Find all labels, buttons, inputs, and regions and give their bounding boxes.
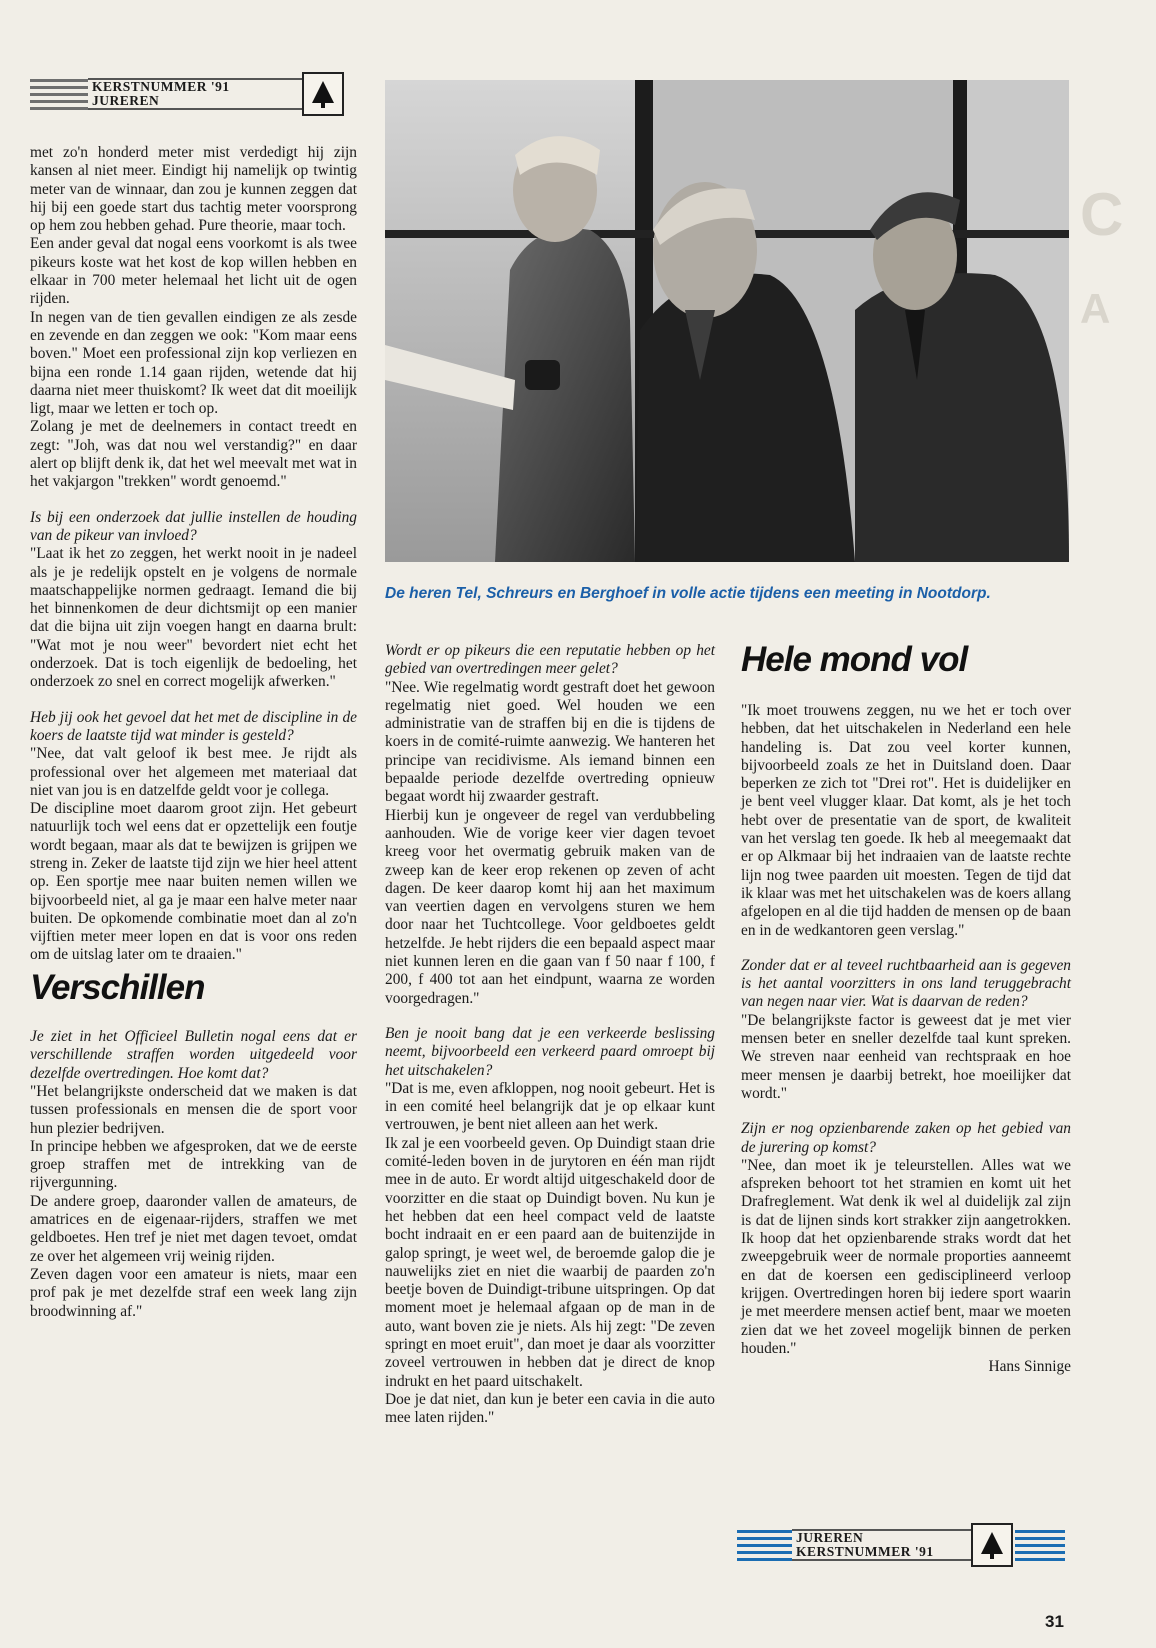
photo-jurors-at-window (385, 80, 1069, 562)
footer-line-1: JUREREN (796, 1530, 864, 1545)
body-paragraph: "Ik moet trouwens zeggen, nu we het er toch over hebben, dat het uitschakelen in Nederland een hele handeling is. Dat zou veel korter kunnen, bijvoorbeeld zoals ze het in Duitsland doen. Daar beperken ze zich tot "Drei rot". Het is duidelijker en je bent veel vlugger klaar. Dat komt, als je het toch hebt over de presentatie van de sport, de kwaliteit van het verslag ten goede. Ik heb al meegemaakt dat er op Alkmaar bij het indraaien van de laatste rechte lijn nog twee paarden uit moesten. Tegen de tijd dat ik klaar was met het uitschakelen was de koers allang afgelopen en al die tijd hadden de mensen op de baan en in de wedkantoren geen verslag." (741, 702, 1071, 939)
footer-stripes (737, 1530, 792, 1561)
subheading-hele-mond-vol: Hele mond vol (741, 640, 968, 679)
interview-question: Je ziet in het Officieel Bulletin nogal eens dat er verschillende straffen worden uitgedeeld voor dezelfde overtredingen. Hoe komt dat? (30, 1028, 357, 1082)
bleed-through-decoration: C (1080, 181, 1124, 248)
body-paragraph: De andere groep, daaronder vallen de amateurs, de amatrices en de eigenaar-rijders, straffen we met geldboetes. Hen tref je niet met dagen tevoet, omdat ze over het algemeen vrij weinig rijden. (30, 1192, 357, 1265)
body-paragraph: De discipline moet daarom groot zijn. Het gebeurt natuurlijk toch wel eens dat er opzettelijk een foutje wordt begaan, maar als dat te bewijzen is grijpen we streng in. Zeker de laatste tijd zijn we hier heel attent op. Een sportje mee naar buiten nemen willen we bijvoorbeeld niet, al ga je maar een halve meter naar buiten. De opkomende combinatie moet dan al zo'n vijftien meter meer lopen en dat is voor ons reden om de uitslag later om te draaien." (30, 800, 357, 964)
body-paragraph: Doe je dat niet, dan kun je beter een cavia in die auto mee laten rijden." (385, 1390, 715, 1427)
interview-question: Wordt er op pikeurs die een reputatie hebben op het gebied van overtredingen meer gelet? (385, 642, 715, 678)
author-signature: Hans Sinnige (988, 1358, 1071, 1376)
body-paragraph: "Nee. Wie regelmatig wordt gestraft doet het gewoon regelmatig niet goed. Wel houden we een administratie van de straffen bij en die is tijdens de koers in de comité-ruimte aanwezig. We hanteren het principe van recidivisme. Als iemand binnen een bepaalde periode dezelfde overtreding opnieuw begaat wordt hij zwaarder gestraft. (385, 678, 715, 806)
header-stripes (30, 79, 88, 110)
header-line-2: JUREREN (92, 93, 160, 108)
header-line-1: KERSTNUMMER '91 (92, 79, 230, 94)
interview-question: Heb jij ook het gevoel dat het met de discipline in de koers de laatste tijd wat minder is gesteld? (30, 708, 357, 744)
interview-question: Is bij een onderzoek dat jullie instellen de houding van de pikeur van invloed? (30, 508, 357, 544)
interview-question: Zonder dat er al teveel ruchtbaarheid aan is gegeven is het aantal voorzitters in ons land teruggebracht van negen naar vier. Wat is daarvan de reden? (741, 956, 1071, 1011)
body-paragraph: "Nee, dat valt geloof ik best mee. Je rijdt als professional over het algemeen met materiaal dat niet van jou is en datzelfde geldt voor je collega. (30, 745, 357, 799)
body-paragraph: Ik zal je een voorbeeld geven. Op Duindigt staan drie comité-leden boven in de jurytoren en één man rijdt mee in de auto. Er wordt altijd uitgeschakeld door de voorzitter en die staat op Duindigt boven. Nu kun je het hebben dat een heel compact veld de laatste bocht indraait en er een paard aan de buitenzijde in galop springt, je weet wel, de beroemde galop die je nauwelijks ziet en niet die waarbij de paarden zo'n beetje boven de Duindigt-tribune uitspringen. Op dat moment moet je helemaal afgaan op de man in de auto, want boven zie je niets. Als hij zegt: "De zeven springt en moet eruit", dan moet je daar als voorzitter zoveel vertrouwen in hebben dat je direct de knop indrukt en het paard uitschakelt. (385, 1134, 715, 1390)
paragraph-gap (30, 692, 357, 709)
body-paragraph: Zolang je met de deelnemers in contact treedt en zegt: "Joh, was dat nou wel verstandig?" en daar alert op blijft denk ik, dat het wel meevalt met wat in het vakjargon "trekken" wordt genoemd." (30, 418, 357, 491)
paragraph-gap (30, 1011, 357, 1028)
bleed-through-decoration: A (1080, 285, 1111, 332)
body-paragraph: Zeven dagen voor een amateur is niets, maar een prof pak je met dezelfde straf een week lang zijn broodwinning af." (30, 1265, 357, 1320)
interview-question: Ben je nooit bang dat je een verkeerde beslissing neemt, bijvoorbeeld een verkeerd paard omroept bij het uitschakelen? (385, 1024, 715, 1079)
photo-caption: De heren Tel, Schreurs en Berghoef in volle actie tijdens een meeting in Nootdorp. (385, 585, 991, 602)
tree-icon (971, 1523, 1013, 1567)
header-labels (88, 78, 302, 110)
paragraph-gap (30, 492, 357, 509)
tree-icon (302, 72, 344, 116)
body-paragraph: met zo'n honderd meter mist verdedigt hij zijn kansen al niet meer. Eindigt hij namelijk op twintig meter van de winnaar, dan zou je kunnen zeggen dat hij bij een goede start dus tachtig meter voorsprong op hem zou hebben gehad. Pure theorie, maar toch. (30, 144, 357, 235)
body-paragraph: "Dat is me, even afkloppen, nog nooit gebeurt. Het is in een comité heel belangrijk dat je op elkaar kunt vertrouwen, je bent niet alleen aan het werk. (385, 1079, 715, 1134)
body-paragraph: In principe hebben we afgesproken, dat we de eerste groep straffen met de intrekking van de rijvergunning. (30, 1137, 357, 1192)
footer-line-2: KERSTNUMMER '91 (796, 1544, 934, 1559)
article-column-2 (385, 642, 715, 1427)
subheading: Verschillen (30, 967, 205, 1007)
interview-question: Zijn er nog opzienbarende zaken op het gebied van de jurering op komst? (741, 1120, 1071, 1156)
body-paragraph: In negen van de tien gevallen eindigen ze als zesde en zevende en dan zeggen we ook: "Kom maar eens boven." Moet een professional zijn kop verliezen en bijna een ronde 1.14 gaan rijden, wetende dat hij daarna niet meer thuiskomt? Ik weet dat dit moeilijk ligt, maar we letten er toch op. (30, 308, 357, 418)
body-paragraph: Hierbij kun je ongeveer de regel van verdubbeling aanhouden. Wie de vorige keer vier dagen tevoet kreeg voor het overmatig gebruik maken van de zweep kan de keer erop rekenen op zeven of acht dagen. De keer daarop komt hij aan het maximum van veertien dagen en vervolgens sturen we hem door naar het Tuchtcollege. Voor geldboetes geldt hetzelfde. Je hebt rijders die een bepaald aspect maar niet kunnen leren en die gaan van f 50 naar f 100, f 200, f 400 tot aan het eindpunt, waarna ze worden voorgedragen." (385, 806, 715, 1007)
footer-labels (792, 1529, 971, 1561)
paragraph-gap (741, 940, 1071, 957)
body-paragraph: Een ander geval dat nogal eens voorkomt is als twee pikeurs koste wat het kost de kop willen hebben en elkaar in 700 meter helemaal het licht uit de ogen rijden. (30, 235, 357, 308)
paragraph-gap (741, 1103, 1071, 1120)
article-column-3 (741, 702, 1071, 1376)
body-paragraph: "Nee, dan moet ik je teleurstellen. Alles wat we afspreken behoort tot het stramien en komt uit het Drafreglement. Wat denk ik wel al duidelijk zal zijn is dat de lijnen sinds kort strakker zijn aangetrokken. Ik hoop dat het opzienbarende straks wordt dat het zweepgebruik weer de normale proporties aanneemt en dat de koersen een gedisciplineerd verloop krijgen. Overtredingen horen bij iedere sport waarin je met meerdere mensen actief bent, maar we moeten zien dat we het zoveel mogelijk binnen de perken houden." (741, 1156, 1071, 1357)
footer-stripes-right (1015, 1530, 1065, 1561)
body-paragraph: "Het belangrijkste onderscheid dat we maken is dat tussen professionals en mensen die de sport voor hun plezier bedrijven. (30, 1082, 357, 1137)
header-banner (30, 72, 360, 116)
body-paragraph: "De belangrijkste factor is geweest dat je met vier mensen beter en sneller dezelfde taal kunt spreken. We streven naar eenheid van rechtspraak en hoe meer mensen je daarbij betrekt, hoe moeilijker dat wordt." (741, 1011, 1071, 1102)
body-paragraph: "Laat ik het zo zeggen, het werkt nooit in je nadeel als je je redelijk opstelt en je volgens de normale maatschappelijke normen gedraagt. Iemand die bij het binnenkomen de deur dichtsmijt op een manier dat die bijna uit zijn voegen hangt en daarna brult: "Wat mot je nou weer" bevordert niet echt het onderzoek. Dat is toch eigenlijk de bedoeling, het onderzoek zo snel en correct mogelijk afwerken." (30, 545, 357, 691)
footer-banner (737, 1523, 1067, 1567)
page-number: 31 (1045, 1612, 1064, 1631)
article-column-1 (30, 144, 357, 1321)
paragraph-gap (385, 1008, 715, 1025)
